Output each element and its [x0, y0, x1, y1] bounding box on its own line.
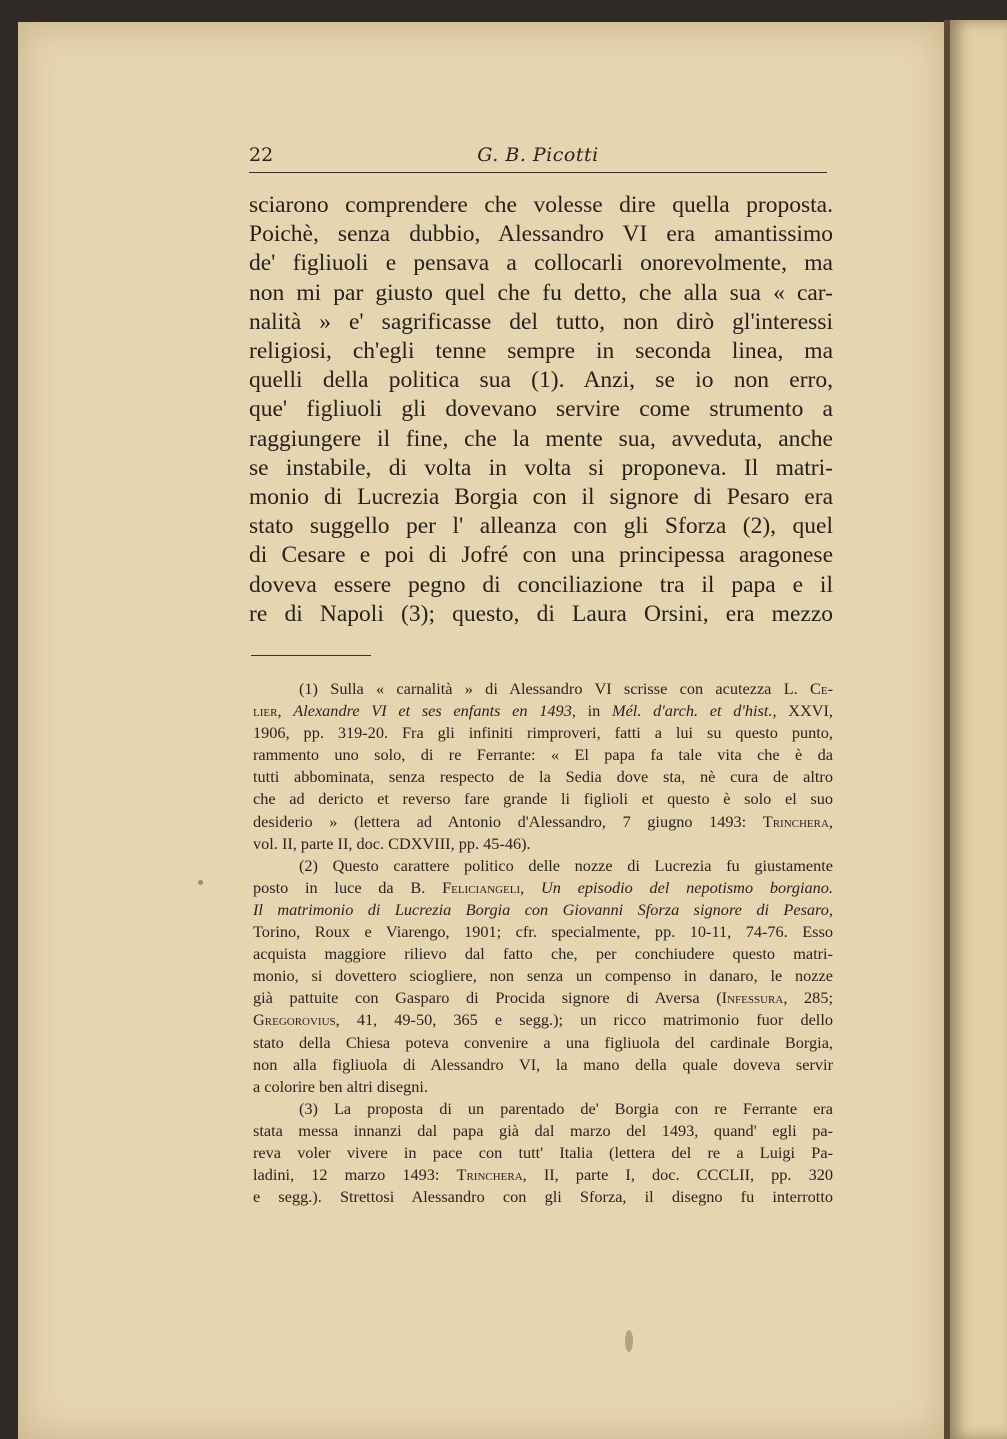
text-line: stato suggello per l' alleanza con gli Sforza (2), quel	[249, 513, 833, 540]
footnote-1-line: tutti abbominata, senza respecto de la Sedia dove sta, nè cura de altro	[253, 767, 833, 787]
ink-spot	[625, 1330, 633, 1352]
text-line: doveva essere pegno di conciliazione tra il papa e il	[249, 571, 833, 598]
footnote-2-line: a colorire ben altri disegni.	[253, 1076, 428, 1096]
footnote-1-line: desiderio » (lettera ad Antonio d'Alessandro, 7 giugno 1493: Trinchera,	[253, 811, 833, 831]
footnote-2-line: (2) Questo carattere politico delle nozze di Lucrezia fu giustamente	[299, 855, 833, 875]
footnote-2-line: posto in luce da B. Feliciangeli, Un episodio del nepotismo borgiano.	[253, 877, 833, 897]
footnote-3-line: ladini, 12 marzo 1493: Trinchera, II, parte I, doc. CCCLII, pp. 320	[253, 1165, 833, 1185]
footnote-3-line: (3) La proposta di un parentado de' Borgia con re Ferrante era	[299, 1098, 833, 1118]
footnote-1-line: vol. II, parte II, doc. CDXVIII, pp. 45-46).	[253, 833, 531, 853]
footnote-3-line: reva voler vivere in pace con tutt' Italia (lettera del re a Luigi Pa-	[253, 1142, 833, 1162]
adjacent-page-edge	[950, 20, 1007, 1439]
text-line: monio di Lucrezia Borgia con il signore di Pesaro era	[249, 484, 833, 511]
paper-stain	[198, 880, 203, 885]
text-line: Poichè, senza dubbio, Alessandro VI era amantissimo	[249, 221, 833, 248]
footnote-3-line: e segg.). Strettosi Alessandro con gli Sforza, il disegno fu interrotto	[253, 1187, 833, 1207]
footnote-1-line: che ad dericto et reverso fare grande li figlioli et questo è solo el suo	[253, 789, 833, 809]
footnote-2-line: Il matrimonio di Lucrezia Borgia con Giovanni Sforza signore di Pesaro,	[253, 899, 833, 919]
text-line: que' figliuoli gli dovevano servire come strumento a	[249, 396, 833, 423]
text-line: di Cesare e poi di Jofré con una principessa aragonese	[249, 542, 833, 569]
footnote-1-line: 1906, pp. 319-20. Fra gli infiniti rimproveri, fatti a lui su questo punto,	[253, 723, 833, 743]
running-title: G. B. Picotti	[477, 144, 599, 166]
footnote-2-line: acquista maggiore rilievo dal fatto che, per conchiudere questo matri-	[253, 944, 833, 964]
text-line: nalità » e' sagrificasse del tutto, non dirò gl'interessi	[249, 308, 833, 335]
footnote-1-line: (1) Sulla « carnalità » di Alessandro VI scrisse con acutezza L. Ce-	[299, 679, 833, 698]
footnotes	[253, 678, 833, 1208]
page-header	[249, 142, 827, 173]
text-line: quelli della politica sua (1). Anzi, se io non erro,	[249, 367, 833, 394]
text-line: re di Napoli (3); questo, di Laura Orsini, era mezzo	[249, 600, 833, 627]
main-text	[249, 191, 833, 629]
text-line: religiosi, ch'egli tenne sempre in seconda linea, ma	[249, 338, 833, 365]
footnote-separator	[251, 655, 371, 656]
footnote-2-line: stato della Chiesa poteva convenire a una figliuola del cardinale Borgia,	[253, 1032, 833, 1052]
footnote-2-line: monio, si dovettero sciogliere, non senza un compenso in danaro, le nozze	[253, 966, 833, 986]
text-line: raggiungere il fine, che la mente sua, avveduta, anche	[249, 425, 833, 452]
footnote-1-line: lier, Alexandre VI et ses enfants en 1493, in Mél. d'arch. et d'hist., XXVI,	[253, 701, 834, 721]
text-line: sciarono comprendere che volesse dire quella proposta.	[249, 192, 833, 218]
text-line: de' figliuoli e pensava a collocarli onorevolmente, ma	[249, 250, 833, 277]
page-number: 22	[249, 144, 274, 166]
text-line: se instabile, di volta in volta si proponeva. Il matri-	[249, 454, 833, 481]
footnote-3-line: stata messa innanzi dal papa già dal marzo del 1493, quand' egli pa-	[253, 1120, 833, 1140]
text-line: non mi par giusto quel che fu detto, che alla sua « car-	[249, 279, 833, 306]
footnote-2-line: Torino, Roux e Viarengo, 1901; cfr. specialmente, pp. 10-11, 74-76. Esso	[253, 922, 833, 942]
footnote-1-line: rammento uno solo, di re Ferrante: « El papa fa tale vita che è da	[253, 745, 833, 765]
footnote-2-line: non alla figliuola di Alessandro VI, la mano della quale doveva servir	[253, 1054, 833, 1074]
footnote-2-line: Gregorovius, 41, 49-50, 365 e segg.); un ricco matrimonio fuor dello	[253, 1010, 833, 1030]
footnote-2-line: già pattuite con Gasparo di Procida signore di Aversa (Infessura, 285;	[253, 988, 833, 1008]
